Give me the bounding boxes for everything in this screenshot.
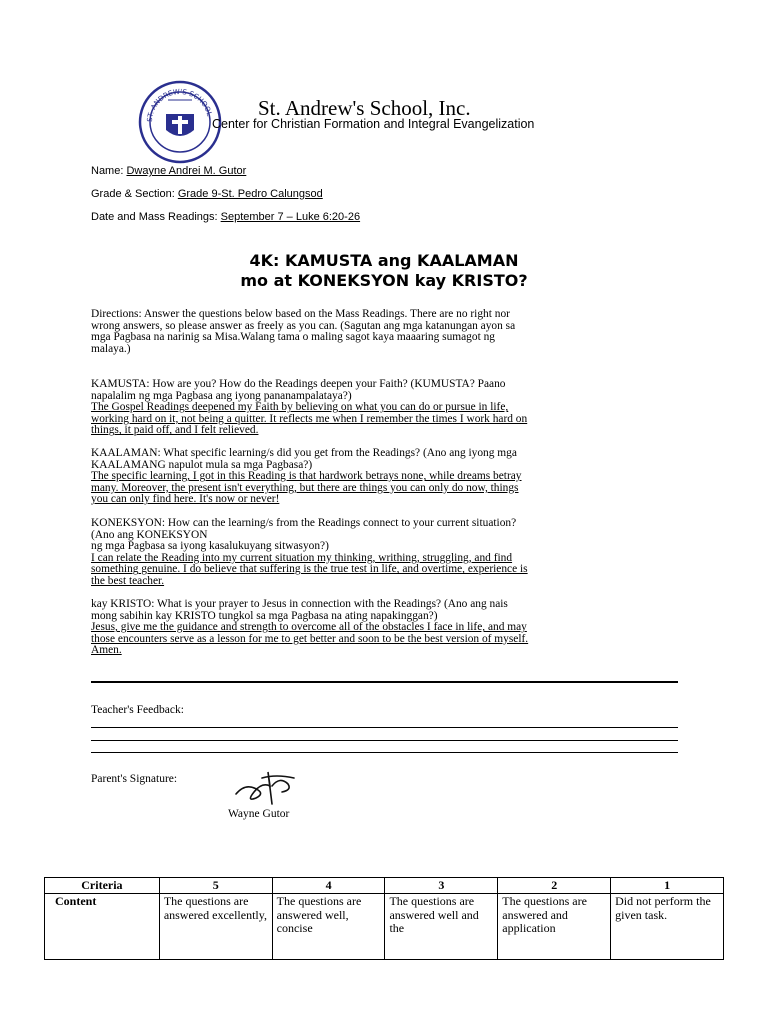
- rubric-header: 5: [159, 878, 272, 894]
- directions-line: mga Pagbasa na narinig sa Misa.Walang tama o maling sagot kaya maaaring sumagot ng: [91, 331, 495, 344]
- signature-name: Wayne Gutor: [228, 808, 290, 820]
- koneksyon-answer: something genuine. I do believe that suffering is the true test in life, and overtime, experience is: [91, 563, 528, 576]
- grade-row: [91, 188, 323, 200]
- rubric-header: 3: [385, 878, 498, 894]
- rubric-header-row: [45, 878, 724, 894]
- kamusta-answer: working hard on it, not being a quitter. It reflects me when I remember the times I work hard on: [91, 412, 528, 425]
- name-value: Dwayne Andrei M. Gutor: [126, 165, 247, 177]
- kaalaman-answer: The specific learning, I got in this Reading is that hardwork betrays none, while dreams betray: [91, 470, 522, 483]
- parent-signature-label: Parent's Signature:: [91, 773, 178, 785]
- directions: [91, 309, 681, 355]
- school-logo: [138, 80, 222, 164]
- center-name: Center for Christian Formation and Integral Evangelization: [212, 117, 535, 131]
- teacher-feedback-label: Teacher's Feedback:: [91, 704, 184, 716]
- rubric-cell: The questions are answered excellently,: [159, 894, 272, 960]
- kristo-question: kay KRISTO: What is your prayer to Jesus in connection with the Readings? (Ano ang nais: [91, 598, 508, 610]
- directions-line: malaya.): [91, 342, 131, 355]
- kaalaman-answer: many. Moreover, the present isn't everything, but there are things you can only do now, things: [91, 481, 519, 494]
- kamusta-section: [91, 379, 681, 437]
- kristo-answer: those encounters serve as a lesson for me to get better and soon to be the best version of myself.: [91, 632, 529, 645]
- kristo-answer: Jesus, give me the guidance and strength to overcome all of the obstacles I face in life, and may: [91, 621, 527, 634]
- signature-image: [232, 764, 302, 808]
- kaalaman-section: [91, 448, 681, 506]
- name-label: Name:: [91, 165, 127, 177]
- koneksyon-question: KONEKSYON: How can the learning/s from the Readings connect to your current situation?: [91, 517, 517, 529]
- rubric-cell: The questions are answered and application: [498, 894, 611, 960]
- kristo-section: [91, 599, 681, 657]
- directions-line: Directions: Answer the questions below based on the Mass Readings. There are no right nor: [91, 308, 510, 320]
- kamusta-answer: things, it paid off, and I felt relieved.: [91, 424, 259, 437]
- koneksyon-answer: the best teacher.: [91, 574, 165, 587]
- rubric-header: 2: [498, 878, 611, 894]
- kaalaman-answer: you can only find here. It's now or never!: [91, 493, 280, 506]
- kristo-question: mong sabihin kay KRISTO tungkol sa mga Pagbasa na ating napakinggan?): [91, 609, 438, 622]
- kaalaman-question: KAALAMANG napulot mula sa mga Pagbasa?): [91, 458, 313, 471]
- rubric-cell: The questions are answered well, concise: [272, 894, 385, 960]
- date-label: Date and Mass Readings:: [91, 211, 221, 223]
- koneksyon-section: [91, 518, 681, 588]
- page-title-line2: mo at KONEKSYON kay KRISTO?: [240, 271, 528, 290]
- koneksyon-question: (Ano ang KONEKSYON: [91, 528, 208, 541]
- feedback-line[interactable]: [91, 752, 678, 753]
- rubric-cell: Did not perform the given task.: [611, 894, 724, 960]
- date-row: [91, 211, 360, 223]
- directions-line: wrong answers, so please answer as freely as you can. (Sagutan ang mga katanungan ayon sa: [91, 319, 516, 332]
- rubric-header: 4: [272, 878, 385, 894]
- name-row: [91, 165, 246, 177]
- section-divider: [91, 681, 678, 683]
- rubric-cell: The questions are answered well and the: [385, 894, 498, 960]
- table-row: [45, 894, 724, 960]
- rubric-header: Criteria: [45, 878, 160, 894]
- kamusta-question: napalalim ng mga Pagbasa ang iyong pananampalataya?): [91, 389, 352, 402]
- kaalaman-question: KAALAMAN: What specific learning/s did you get from the Readings? (Ano ang iyong mga: [91, 447, 517, 459]
- kristo-answer: Amen.: [91, 644, 122, 657]
- rubric-header: 1: [611, 878, 724, 894]
- grade-label: Grade & Section:: [91, 188, 178, 200]
- feedback-line[interactable]: [91, 727, 678, 728]
- page-title-line1: 4K: KAMUSTA ang KAALAMAN: [249, 251, 519, 270]
- kamusta-question: KAMUSTA: How are you? How do the Readings deepen your Faith? (KUMUSTA? Paano: [91, 378, 506, 390]
- school-name: St. Andrew's School, Inc.: [258, 96, 471, 120]
- date-value: September 7 – Luke 6:20-26: [220, 211, 361, 223]
- koneksyon-question: ng mga Pagbasa sa iyong kasalukuyang sitwasyon?): [91, 540, 329, 553]
- rubric-table: [44, 877, 724, 960]
- koneksyon-answer: I can relate the Reading into my current situation my thinking, writhing, struggling, and find: [91, 551, 513, 564]
- logo-text: ST. ANDREW'S SCHOOL: [145, 87, 214, 123]
- kamusta-answer: The Gospel Readings deepened my Faith by believing on what you can do or pursue in life,: [91, 401, 509, 414]
- grade-value: Grade 9-St. Pedro Calungsod: [177, 188, 323, 200]
- feedback-line[interactable]: [91, 740, 678, 741]
- rubric-criteria: Content: [45, 894, 160, 960]
